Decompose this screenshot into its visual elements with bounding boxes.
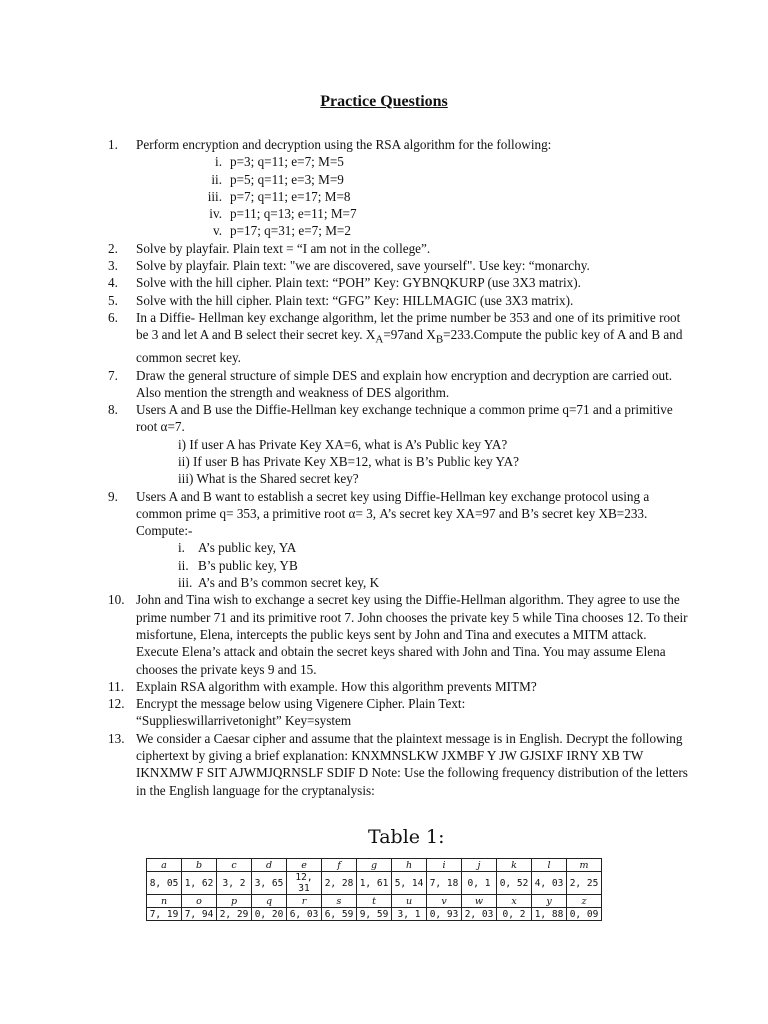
question-3: [108, 257, 688, 274]
question-13: [108, 730, 688, 799]
list-item: [200, 222, 688, 239]
question-text: Solve with the hill cipher. Plain text: “POH” Key: GYBNQKURP (use 3X3 matrix).: [136, 275, 581, 291]
item-marker: iii.: [207, 188, 222, 204]
question-text: Perform encryption and decryption using the RSA algorithm for the following:: [136, 137, 552, 152]
table-cell: 3, 65: [252, 872, 287, 895]
question-text: Solve by playfair. Plain text: "we are discovered, save yourself". Use key: “monarchy.: [136, 258, 590, 274]
table-caption: Table 1:: [368, 826, 445, 848]
table-cell: 0, 2: [497, 908, 532, 921]
question-text: We consider a Caesar cipher and assume that the plaintext message is in English. Decrypt the following ciphertext by giving a brief explanation: KNXMNSLKW JXMBF Y JW GJSIXF IRNY XB TW IKNXMW F SIT AJWMJQRNSLF SDIF D Note: Use the following frequency distribution of the letters in the English language for the cryptanalysis:: [136, 730, 688, 798]
question-number: 8.: [108, 402, 118, 418]
question-number: 13.: [108, 730, 125, 746]
table-cell: f: [322, 859, 357, 872]
table-cell: e: [287, 859, 322, 872]
question-6: [108, 309, 688, 367]
item-text: p=7; q=11; e=17; M=8: [230, 188, 351, 204]
table-cell: j: [462, 859, 497, 872]
question-number: 2.: [108, 240, 118, 256]
question-text: Solve with the hill cipher. Plain text: “GFG” Key: HILLMAGIC (use 3X3 matrix).: [136, 292, 574, 308]
table-cell: 0, 1: [462, 872, 497, 895]
page-title: Practice Questions: [320, 93, 448, 110]
subscript: B: [435, 333, 444, 346]
table-cell: 2, 25: [567, 872, 602, 895]
text-part: =233.Compute the public key of A and B and common secret key.: [136, 327, 683, 366]
table-cell: s: [322, 895, 357, 908]
question-11: [108, 678, 688, 695]
question-text: John and Tina wish to exchange a secret key using the Diffie-Hellman algorithm. They agree to use the prime number 71 and its primitive root 7. John chooses the private key 5 while Tina chooses 12. To their misfortune, Elena, intercepts the public keys sent by John and Tina and executes a MITM attack. Execute Elena’s attack and obtain the secret keys shared with John and Tina. You may assume Elena chooses the private keys 9 and 15.: [136, 592, 688, 677]
question-number: 1.: [108, 137, 118, 152]
question-text: Explain RSA algorithm with example. How this algorithm prevents MITM?: [136, 678, 537, 694]
table-cell: z: [567, 895, 602, 908]
item-text: A’s and B’s common secret key, K: [198, 575, 380, 591]
table-cell: k: [497, 859, 532, 872]
question-8: [108, 401, 688, 436]
table-cell: 12, 31: [287, 872, 322, 895]
item-marker: v.: [212, 223, 222, 239]
question-9: [108, 488, 688, 540]
list-item: [178, 557, 688, 574]
table-cell: 1, 88: [532, 908, 567, 921]
list-item: [178, 574, 688, 591]
table-cell: t: [357, 895, 392, 908]
table-cell: v: [427, 895, 462, 908]
list-item: [200, 153, 688, 170]
question-number: 3.: [108, 258, 118, 274]
table-cell: 6, 03: [287, 908, 322, 921]
table-cell: q: [252, 895, 287, 908]
table-cell: m: [567, 859, 602, 872]
table-cell: 3, 1: [392, 908, 427, 921]
table-cell: d: [252, 859, 287, 872]
table-cell: 0, 93: [427, 908, 462, 921]
question-1: [108, 136, 688, 153]
table-cell: h: [392, 859, 427, 872]
question-number: 6.: [108, 309, 118, 325]
table-cell: 9, 59: [357, 908, 392, 921]
question-text: Users A and B use the Diffie-Hellman key exchange technique a common prime q=71 and a primitive root α=7.: [136, 402, 673, 435]
list-item: [200, 171, 688, 188]
item-text: B’s public key, YB: [198, 557, 298, 573]
text-part: In a Diffie- Hellman key exchange algorithm, let the prime number be 353 and one of its primitive root be 3 and let A and B select their secret key. X: [136, 309, 681, 343]
table-cell: o: [182, 895, 217, 908]
table-row: [147, 859, 602, 872]
list-item: i) If user A has Private Key XA=6, what is A’s Public key YA?: [178, 436, 508, 452]
table-cell: w: [462, 895, 497, 908]
table-cell: 1, 61: [357, 872, 392, 895]
table-cell: r: [287, 895, 322, 908]
question-list: [108, 136, 688, 799]
question-5: [108, 292, 688, 309]
question-text: [136, 695, 688, 730]
question-text: [136, 309, 688, 367]
table-row: [147, 908, 602, 921]
table-cell: a: [147, 859, 182, 872]
item-text: p=3; q=11; e=7; M=5: [230, 154, 344, 170]
table-cell: n: [147, 895, 182, 908]
table-cell: i: [427, 859, 462, 872]
table-cell: 2, 29: [217, 908, 252, 921]
item-marker: iii.: [178, 575, 193, 591]
table-cell: b: [182, 859, 217, 872]
question-number: 9.: [108, 488, 118, 504]
table-cell: 7, 18: [427, 872, 462, 895]
item-text: A’s public key, YA: [198, 540, 297, 556]
table-cell: 7, 19: [147, 908, 182, 921]
table-cell: y: [532, 895, 567, 908]
table-row: [147, 895, 602, 908]
question-12: [108, 695, 688, 730]
table-cell: l: [532, 859, 567, 872]
question-7: [108, 367, 688, 402]
question-text: Users A and B want to establish a secret key using Diffie-Hellman key exchange protocol using a common prime q= 353, a primitive root α= 3, A’s secret key XA=97 and B’s secret key XB=233. Compute:-: [136, 488, 650, 539]
item-marker: i.: [178, 540, 185, 556]
question-number: 10.: [108, 592, 125, 608]
list-item: iii) What is the Shared secret key?: [178, 471, 359, 487]
question-number: 7.: [108, 367, 118, 383]
table-cell: 7, 94: [182, 908, 217, 921]
item-text: p=11; q=13; e=11; M=7: [230, 206, 357, 222]
table-cell: 0, 20: [252, 908, 287, 921]
table-cell: 3, 2: [217, 872, 252, 895]
question-text: Draw the general structure of simple DES and explain how encryption and decryption are carried out. Also mention the strength and weakness of DES algorithm.: [136, 367, 673, 400]
list-item: ii) If user B has Private Key XB=12, what is B’s Public key YA?: [178, 453, 519, 469]
item-marker: iv.: [209, 206, 222, 222]
list-item: [200, 188, 688, 205]
subscript: A: [375, 333, 384, 346]
item-marker: i.: [215, 154, 222, 170]
text-line: “Supplieswillarrivetonight” Key=system: [136, 713, 352, 729]
question-10: [108, 591, 688, 677]
list-item: [178, 539, 688, 556]
table-cell: g: [357, 859, 392, 872]
question-number: 5.: [108, 292, 118, 308]
table-cell: 8, 05: [147, 872, 182, 895]
table-cell: 4, 03: [532, 872, 567, 895]
item-marker: ii.: [178, 557, 189, 573]
question-number: 11.: [108, 678, 124, 694]
table-row: [147, 872, 602, 895]
question-2: [108, 240, 688, 257]
text-part: =97and X: [383, 327, 436, 343]
text-line: Encrypt the message below using Vigenere Cipher. Plain Text:: [136, 696, 466, 712]
table-cell: x: [497, 895, 532, 908]
question-4: [108, 274, 688, 291]
table-cell: 6, 59: [322, 908, 357, 921]
list-item: [200, 205, 688, 222]
question-number: 12.: [108, 696, 125, 712]
item-text: p=17; q=31; e=7; M=2: [230, 223, 351, 239]
item-text: p=5; q=11; e=3; M=9: [230, 171, 344, 187]
frequency-table: [146, 858, 602, 921]
table-cell: 0, 52: [497, 872, 532, 895]
question-number: 4.: [108, 275, 118, 291]
table-cell: 2, 03: [462, 908, 497, 921]
table-cell: 0, 09: [567, 908, 602, 921]
table-cell: 1, 62: [182, 872, 217, 895]
table-cell: 2, 28: [322, 872, 357, 895]
table-cell: 5, 14: [392, 872, 427, 895]
question-text: Solve by playfair. Plain text = “I am not in the college”.: [136, 240, 431, 256]
table-cell: p: [217, 895, 252, 908]
table-cell: c: [217, 859, 252, 872]
table-cell: u: [392, 895, 427, 908]
item-marker: ii.: [211, 171, 222, 187]
